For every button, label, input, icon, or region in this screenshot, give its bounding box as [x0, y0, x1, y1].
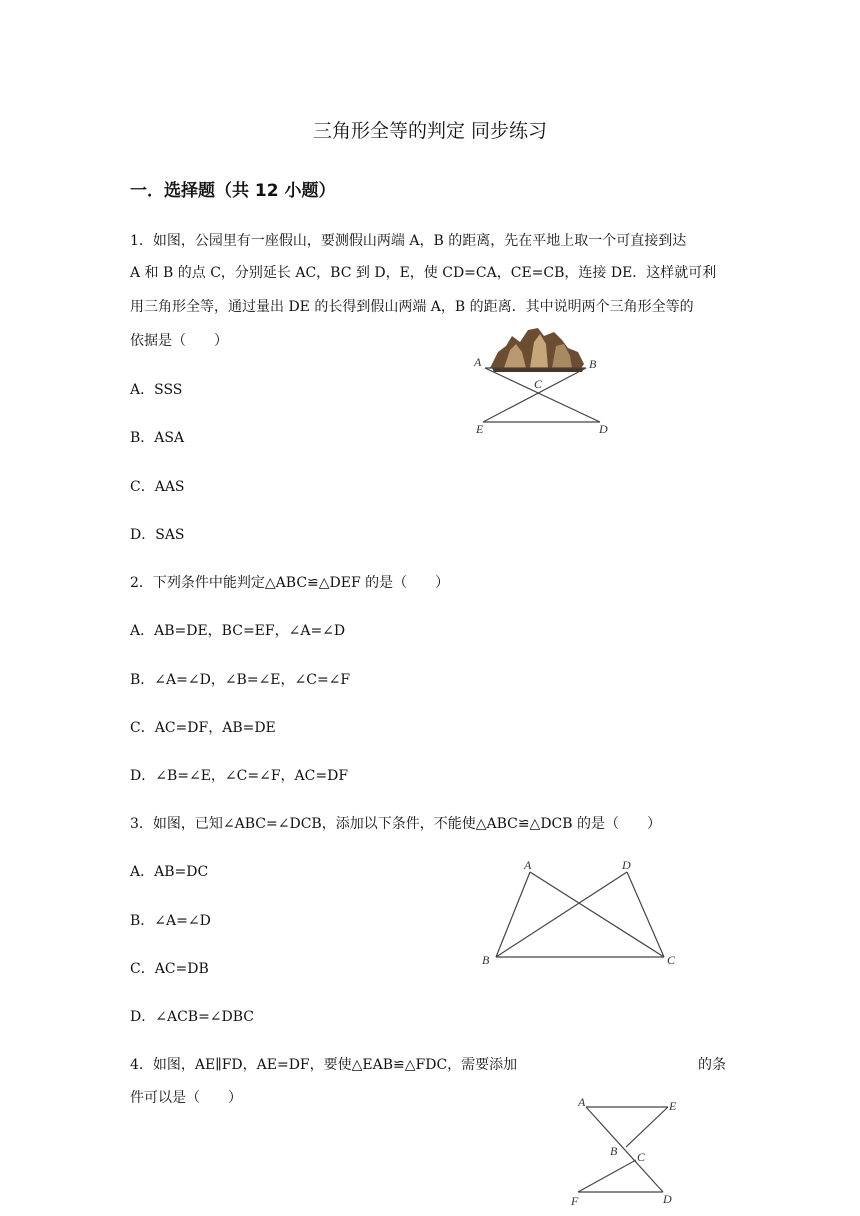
- page-title: 三角形全等的判定 同步练习: [312, 120, 548, 142]
- q2-stem: 2．下列条件中能判定△ABC≌△DEF 的是（ ）: [130, 575, 450, 591]
- q1-label-a: A: [474, 355, 482, 369]
- q1-line-3: 用三角形全等，通过量出 DE 的长得到假山两端 A，B 的距离．其中说明两个三角形全等的: [130, 299, 694, 315]
- q1-figure: [468, 322, 618, 438]
- rockery-image: [490, 328, 584, 372]
- q1-option-b: B．ASA: [130, 430, 185, 446]
- q1-label-b: B: [589, 357, 597, 371]
- q4-figure: [566, 1090, 690, 1210]
- q4-stem-part-1: 4．如图，AE∥FD，AE=DF，要使△EAB≌△FDC，需要添加: [130, 1057, 518, 1073]
- q4-label-b: B: [610, 1144, 618, 1158]
- q4-stem-part-2: 的条: [698, 1057, 726, 1073]
- q4-label-c: C: [637, 1150, 646, 1164]
- q1-line-2: A 和 B 的点 C，分别延长 AC，BC 到 D，E，使 CD=CA，CE=CB，连接 DE．这样就可利: [130, 265, 717, 281]
- q1-option-c: C．AAS: [130, 479, 185, 495]
- q2-option-c: C．AC=DF，AB=DE: [130, 720, 276, 736]
- q4-label-a: A: [578, 1095, 586, 1109]
- q1-label-c: C: [534, 377, 543, 391]
- section-heading: 一．选择题（共 12 小题）: [130, 181, 336, 201]
- q3-label-b: B: [482, 953, 490, 967]
- q3-label-d: D: [622, 858, 631, 872]
- q3-option-d: D．∠ACB=∠DBC: [130, 1009, 255, 1025]
- q1-option-a: A．SSS: [130, 382, 183, 398]
- q2-option-a: A．AB=DE，BC=EF，∠A=∠D: [130, 623, 346, 639]
- q4-label-d: D: [663, 1192, 672, 1206]
- q3-option-b: B．∠A=∠D: [130, 913, 211, 929]
- q3-figure: [474, 852, 684, 972]
- q3-label-a: A: [524, 858, 532, 872]
- q1-option-d: D．SAS: [130, 527, 185, 543]
- q2-option-b: B．∠A=∠D，∠B=∠E，∠C=∠F: [130, 672, 351, 688]
- q3-stem: 3．如图，已知∠ABC=∠DCB，添加以下条件，不能使△ABC≌△DCB 的是（ ）: [130, 816, 662, 832]
- q1-line-4: 依据是（ ）: [130, 333, 228, 349]
- q4-line-2: 件可以是（ ）: [130, 1090, 242, 1106]
- q2-option-d: D．∠B=∠E，∠C=∠F，AC=DF: [130, 768, 349, 784]
- q4-label-e: E: [669, 1099, 677, 1113]
- q3-label-c: C: [667, 953, 676, 967]
- q4-label-f: F: [571, 1194, 579, 1208]
- q3-option-a: A．AB=DC: [130, 864, 209, 880]
- q3-option-c: C．AC=DB: [130, 961, 209, 977]
- q1-label-d: D: [599, 422, 608, 436]
- q1-line-1: 1．如图，公园里有一座假山，要测假山两端 A，B 的距离，先在平地上取一个可直接到达: [130, 233, 687, 249]
- q1-label-e: E: [476, 422, 484, 436]
